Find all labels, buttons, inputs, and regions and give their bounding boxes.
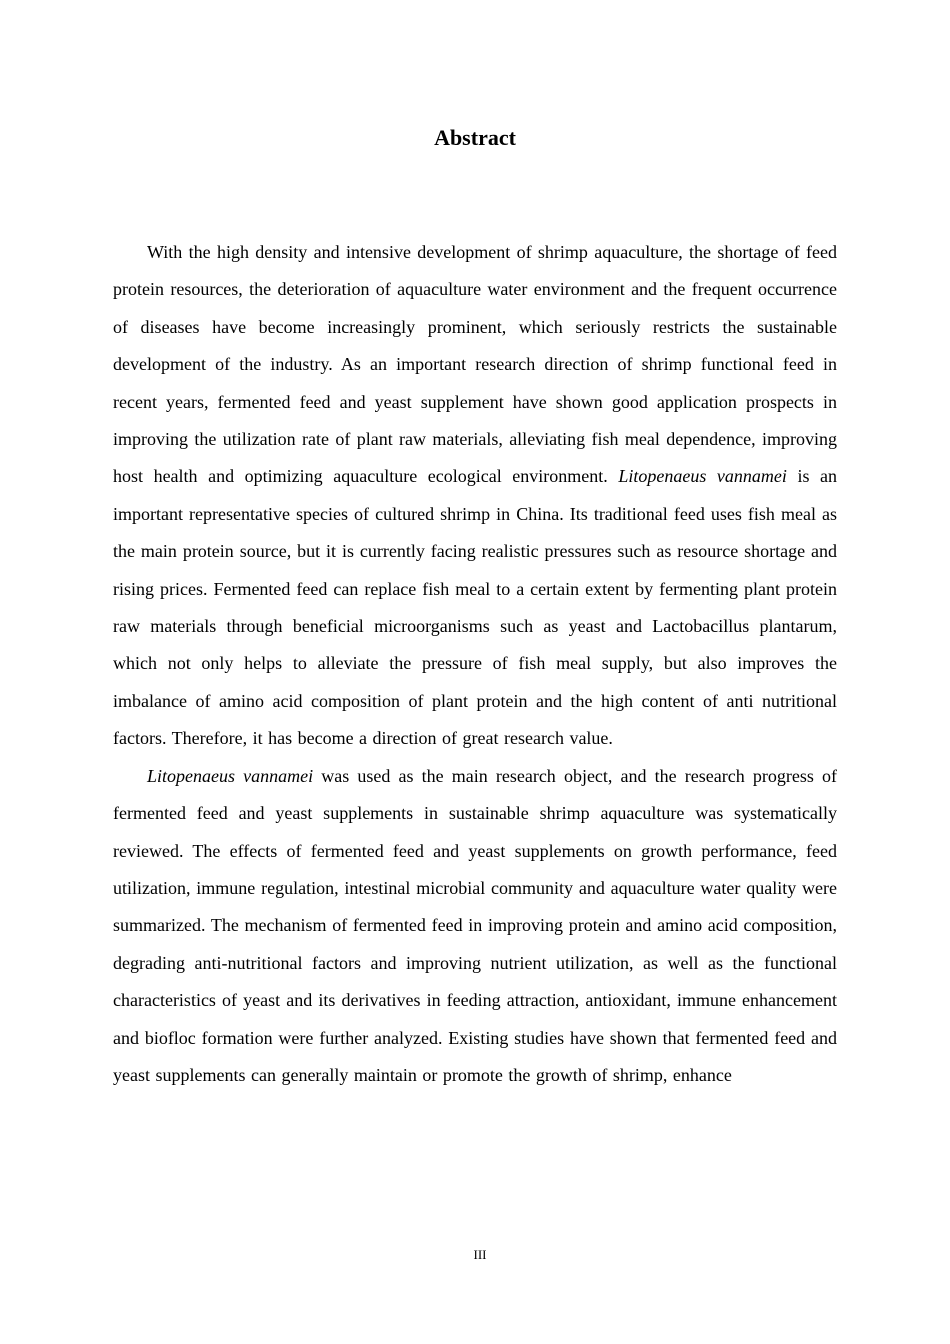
abstract-paragraph-1 xyxy=(113,234,837,758)
species-name: Litopenaeus vannamei xyxy=(147,765,314,786)
paragraph-1-text-end: is an important representative species of cultured shrimp in China. Its traditional feed uses fish meal as the main protein source, but it is currently facing realistic pressures such as resource shortage and rising prices. Fermented feed can replace fish meal to a certain extent by fermenting plant protein raw materials through beneficial microorganisms such as yeast and Lactobacillus plantarum, which not only helps to alleviate the pressure of fish meal supply, but also improves the imbalance of amino acid composition of plant protein and the high content of anti nutritional factors. Therefore, it has become a direction of great research value. xyxy=(113,466,838,749)
page-title: Abstract xyxy=(434,125,516,150)
page-number: III xyxy=(473,1247,487,1262)
abstract-paragraph-2 xyxy=(113,758,837,1095)
paragraph-2-text: was used as the main research object, and the research progress of fermented feed and yeast supplements in sustainable shrimp aquaculture was systematically reviewed. The effects of fermented feed and yeast supplements on growth performance, feed utilization, immune regulation, intestinal microbial community and aquaculture water quality were summarized. The mechanism of fermented feed in improving protein and amino acid composition, degrading anti-nutritional factors and improving nutrient utilization, as well as the functional characteristics of yeast and its derivatives in feeding attraction, antioxidant, immune enhancement and biofloc formation were further analyzed. Existing studies have shown that fermented feed and yeast supplements can generally maintain or promote the growth of shrimp, enhance xyxy=(113,765,837,1085)
abstract-body xyxy=(113,234,837,1094)
paragraph-1-text-start: With the high density and intensive development of shrimp aquaculture, the shortage of feed protein resources, the deterioration of aquaculture water environment and the frequent occurrence of diseases have become increasingly prominent, which seriously restricts the sustainable development of the industry. As an important research direction of shrimp functional feed in recent years, fermented feed and yeast supplement have shown good application prospects in improving the utilization rate of plant raw materials, alleviating fish meal dependence, improving host health and optimizing aquaculture ecological environment. xyxy=(113,242,837,487)
species-name: Litopenaeus vannamei xyxy=(618,466,787,487)
